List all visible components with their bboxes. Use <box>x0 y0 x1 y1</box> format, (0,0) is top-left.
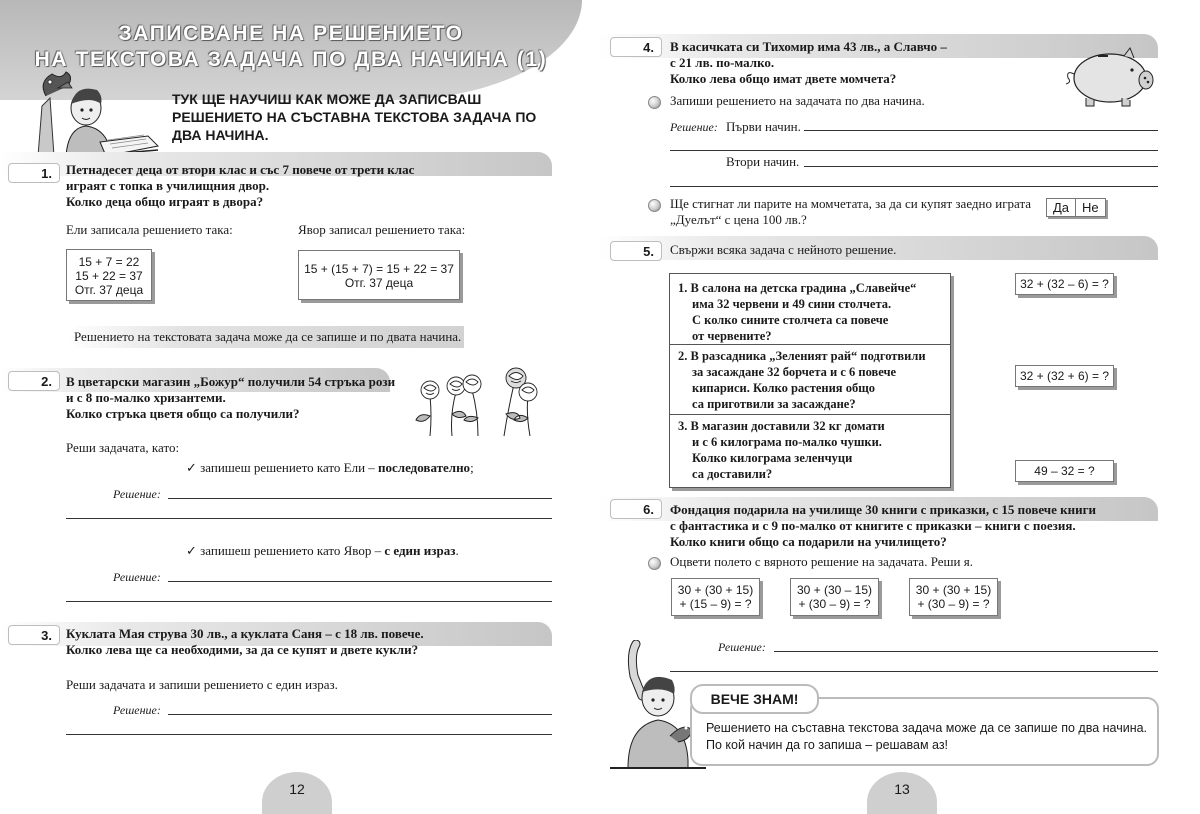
task-2-line1: В цветарски магазин „Божур“ получили 54 стръка рози <box>66 374 396 389</box>
option-3-line-1: 30 + (30 + 15) <box>915 583 992 597</box>
page-title-line2: НА ТЕКСТОВА ЗАДАЧА ПО ДВА НАЧИНА (1) <box>34 48 548 71</box>
task-4-line-first-1[interactable] <box>804 130 1158 131</box>
task-5-instruction: Свържи всяка задача с нейното решение. <box>670 242 897 257</box>
yes-option[interactable]: Да <box>1047 199 1076 216</box>
problem-3-line-4: са доставили? <box>692 467 773 481</box>
task-4-bullet-2 <box>648 199 661 212</box>
task-3-number: 3. <box>8 625 60 645</box>
task-6-line1: Фондация подарила на училище 30 книги с приказки, с 15 повече книги <box>670 502 1097 517</box>
task-5-answer-1[interactable]: 32 + (32 – 6) = ? <box>1015 273 1114 295</box>
item2-text: ✓ запишеш решението като Явор – <box>186 543 385 558</box>
task-2-solution-label-2: Решение: <box>113 570 161 584</box>
task-5-problems-box <box>669 273 951 488</box>
task-5-answer-3[interactable]: 49 – 32 = ? <box>1015 460 1114 482</box>
task-6-option-1[interactable] <box>671 578 760 616</box>
option-2-line-1: 30 + (30 – 15) <box>796 583 873 597</box>
task-2-line3: Колко стръка цветя общо са получили? <box>66 406 300 421</box>
task-2-solution-label-1: Решение: <box>113 487 161 501</box>
task-4-solution-label: Решение: <box>670 120 718 134</box>
task-4-bullet-1 <box>648 96 661 109</box>
task-6-line2: с фантастика и с 9 по-малко от книгите с приказки – книги с поезия. <box>670 518 1076 533</box>
task-2-answer-line-2[interactable] <box>66 518 552 519</box>
task-6-answer-line-2[interactable] <box>670 671 1158 672</box>
task-4-line1: В касичката си Тихомир има 43 лв., а Славчо – <box>670 39 947 54</box>
item1-end: ; <box>470 460 474 475</box>
page-number-left: 12 <box>262 772 332 814</box>
task-1-line3: Колко деца общо играят в двора? <box>66 194 264 209</box>
task-3-answer-line-1[interactable] <box>168 714 552 715</box>
task-4-number: 4. <box>610 37 662 57</box>
yavor-label: Явор записал решението така: <box>298 222 466 237</box>
task-6-number: 6. <box>610 499 662 519</box>
task-4-line-first-2[interactable] <box>670 150 1158 151</box>
option-2-line-2: + (30 – 9) = ? <box>798 597 871 611</box>
yavor-solution-box <box>298 250 460 300</box>
task-6-line3: Колко книги общо са подарили на училището? <box>670 534 947 549</box>
problem-1-line-3: С колко сините столчета са повече <box>692 313 889 327</box>
eli-line-1: 15 + 7 = 22 <box>78 255 140 269</box>
task-1-line2: играят с топка в училищния двор. <box>66 178 270 193</box>
task-1-line1: Петнадесет деца от втори клас и със 7 повече от трети клас <box>66 162 415 177</box>
task-3-line1: Куклата Мая струва 30 лв., а куклата Саня – с 18 лв. повече. <box>66 626 424 641</box>
problem-1-line-4: от червените? <box>692 329 772 343</box>
option-1-line-2: + (15 – 9) = ? <box>679 597 752 611</box>
task-5-problem-3[interactable] <box>670 415 950 485</box>
task-6-option-3[interactable] <box>909 578 998 616</box>
task-5-answer-2[interactable]: 32 + (32 + 6) = ? <box>1015 365 1114 387</box>
task-3-answer-line-2[interactable] <box>66 734 552 735</box>
task-4-instruction: Запиши решението на задачата по два начина. <box>670 93 925 108</box>
option-1-line-1: 30 + (30 + 15) <box>677 583 754 597</box>
task-5-number: 5. <box>610 241 662 261</box>
item2-end: . <box>455 543 459 558</box>
option-3-line-2: + (30 – 9) = ? <box>917 597 990 611</box>
task-6-instruction: Оцвети полето с вярното решение на задачата. Реши я. <box>670 554 973 569</box>
problem-2-line-2: за засаждане 32 борчета и с 6 повече <box>692 365 897 379</box>
task-2-answer-line-3[interactable] <box>168 581 552 582</box>
item2-bold: с един израз <box>384 543 456 558</box>
task-2-line2: и с 8 по-малко хризантеми. <box>66 390 226 405</box>
problem-1-line-1: 1. В салона на детска градина „Славейче“ <box>678 281 917 295</box>
eli-label: Ели записала решението така: <box>66 222 233 237</box>
task-2-instruction: Реши задачата, като: <box>66 440 180 455</box>
item1-bold: последователно <box>378 460 471 475</box>
already-know-line2: По кой начин да го запиша – решавам аз! <box>706 738 949 752</box>
page-title-line1: ЗАПИСВАНЕ НА РЕШЕНИЕТО <box>118 22 464 45</box>
task-4-first-way: Първи начин. <box>726 119 801 134</box>
task-1-number: 1. <box>8 163 60 183</box>
task-4-question-line2: „Дуелът“ с цена 100 лв.? <box>670 212 807 227</box>
task-2-item1 <box>186 460 474 476</box>
yavor-line-1: 15 + (15 + 7) = 15 + 22 = 37 <box>304 262 454 276</box>
task-6-bullet <box>648 557 661 570</box>
problem-3-line-3: Колко килограма зеленчуци <box>692 451 853 465</box>
problem-3-line-2: и с 6 килограма по-малко чушки. <box>692 435 882 449</box>
task-6-option-2[interactable] <box>790 578 879 616</box>
task-4-line3: Колко лева общо имат двете момчета? <box>670 71 897 86</box>
task-4-line-second-2[interactable] <box>670 186 1158 187</box>
eli-solution-box <box>66 249 152 301</box>
already-know-line1: Решението на съставна текстова задача може да се запише по два начина. <box>706 721 1148 735</box>
problem-2-line-3: кипариси. Колко растения общо <box>692 381 875 395</box>
task-4-second-way: Втори начин. <box>726 154 800 169</box>
yes-no-choice <box>1046 198 1106 217</box>
task-4-line2: с 21 лв. по-малко. <box>670 55 775 70</box>
note-text: Решението на текстовата задача може да се запише и по двата начина. <box>74 329 462 344</box>
problem-3-line-1: 3. В магазин доставили 32 кг домати <box>678 419 885 433</box>
page-number-right: 13 <box>867 772 937 814</box>
eli-line-2: 15 + 22 = 37 <box>75 269 143 283</box>
task-4-line-second-1[interactable] <box>804 166 1158 167</box>
task-3-instruction: Реши задачата и запиши решението с един израз. <box>66 677 338 692</box>
task-5-problem-1[interactable] <box>670 277 950 345</box>
task-2-answer-line-1[interactable] <box>168 498 552 499</box>
yavor-line-2: Отг. 37 деца <box>344 276 414 290</box>
task-6-answer-line-1[interactable] <box>774 651 1158 652</box>
piggy-bank-illustration <box>1062 44 1156 108</box>
boy-reading-illustration <box>28 68 163 158</box>
problem-2-line-1: 2. В разсадника „Зеленият рай“ подготвили <box>678 349 926 363</box>
task-5-problem-2[interactable] <box>670 345 950 415</box>
task-3-solution-label: Решение: <box>113 703 161 717</box>
task-2-answer-line-4[interactable] <box>66 601 552 602</box>
task-6-solution-label: Решение: <box>718 640 766 654</box>
flowers-illustration <box>408 364 554 440</box>
already-know-title: ВЕЧЕ ЗНАМ! <box>690 684 819 714</box>
problem-2-line-4: са приготвили за засаждане? <box>692 397 856 411</box>
problem-1-line-2: има 32 червени и 49 сини столчета. <box>692 297 892 311</box>
no-option[interactable]: Не <box>1082 200 1099 215</box>
task-2-number: 2. <box>8 371 60 391</box>
task-4-question-line1: Ще стигнат ли парите на момчетата, за да си купят заедно играта <box>670 196 1032 211</box>
intro-text: ТУК ЩЕ НАУЧИШ КАК МОЖЕ ДА ЗАПИСВАШ РЕШЕНИЕТО НА СЪСТАВНА ТЕКСТОВА ЗАДАЧА ПО ДВА НАЧИНА. <box>172 91 537 143</box>
task-2-item2 <box>186 543 459 559</box>
item1-text: ✓ запишеш решението като Ели – <box>186 460 379 475</box>
eli-line-3: Отг. 37 деца <box>74 283 144 297</box>
task-3-line2: Колко лева ще са необходими, за да се купят и двете кукли? <box>66 642 419 657</box>
